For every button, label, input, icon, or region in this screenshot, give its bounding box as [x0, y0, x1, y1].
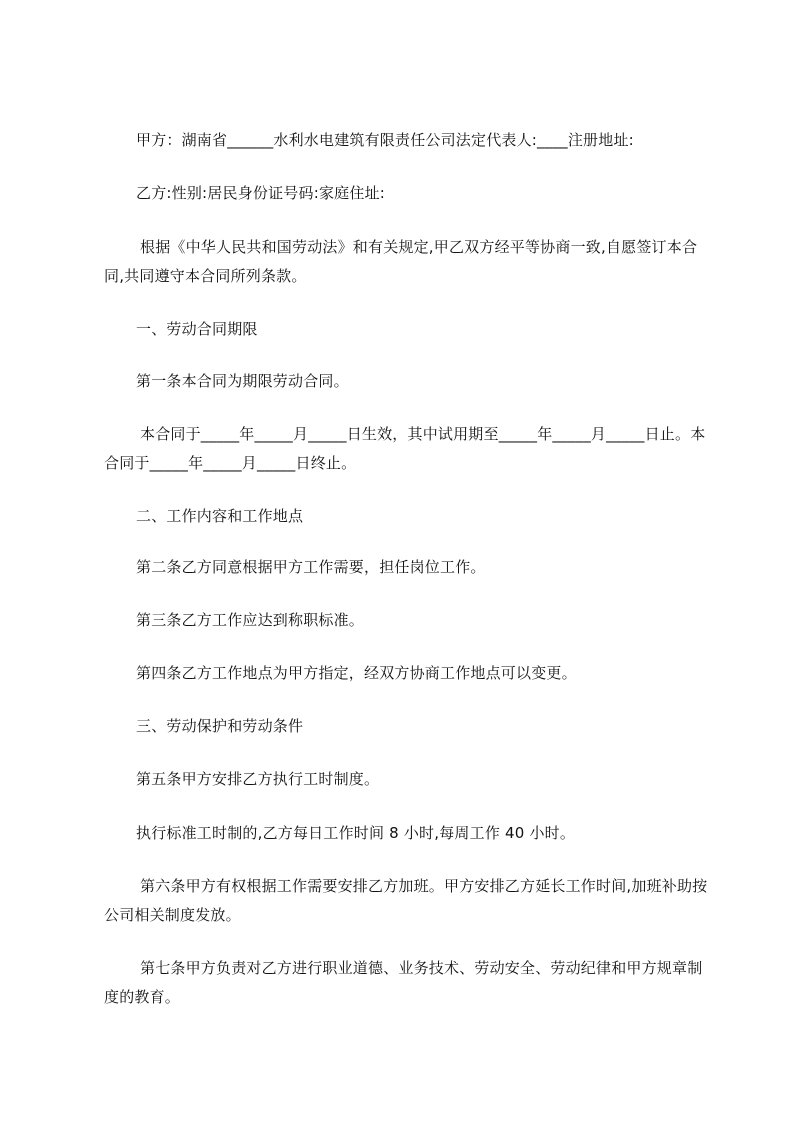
effective-date-paragraph: 本合同于_____年_____月_____日生效，其中试用期至_____年_____月_____日止。本合同于_____年_____月_____日终止。: [104, 425, 706, 472]
article-2: 第二条乙方同意根据甲方工作需要，担任岗位工作。: [136, 558, 486, 576]
article-7: 第七条甲方负责对乙方进行职业道德、业务技术、劳动安全、劳动纪律和甲方规章制度的教育。: [104, 959, 703, 1006]
article-1: 第一条本合同为期限劳动合同。: [136, 372, 349, 390]
preamble-paragraph: 根据《中华人民共和国劳动法》和有关规定,甲乙双方经平等协商一致,自愿签订本合同,共同遵守本合同所列条款。: [104, 238, 698, 285]
party-b-line: 乙方:性别:居民身份证号码:家庭住址:: [136, 184, 386, 202]
article-5: 第五条甲方安排乙方执行工时制度。: [136, 770, 380, 788]
section-heading-work: 二、工作内容和工作地点: [136, 507, 304, 525]
section-heading-term: 一、劳动合同期限: [136, 320, 258, 338]
article-3: 第三条乙方工作应达到称职标准。: [136, 611, 365, 629]
section-heading-protection: 三、劳动保护和劳动条件: [136, 717, 304, 735]
article-4: 第四条乙方工作地点为甲方指定，经双方协商工作地点可以变更。: [136, 664, 577, 682]
article-6: 第六条甲方有权根据工作需要安排乙方加班。甲方安排乙方延长工作时间,加班补助按公司相关制度发放。: [104, 877, 708, 924]
working-hours-paragraph: 执行标准工时制的,乙方每日工作时间 8 小时,每周工作 40 小时。: [136, 824, 576, 842]
party-a-line: 甲方：湖南省______水利水电建筑有限责任公司法定代表人:____注册地址:: [136, 131, 634, 149]
